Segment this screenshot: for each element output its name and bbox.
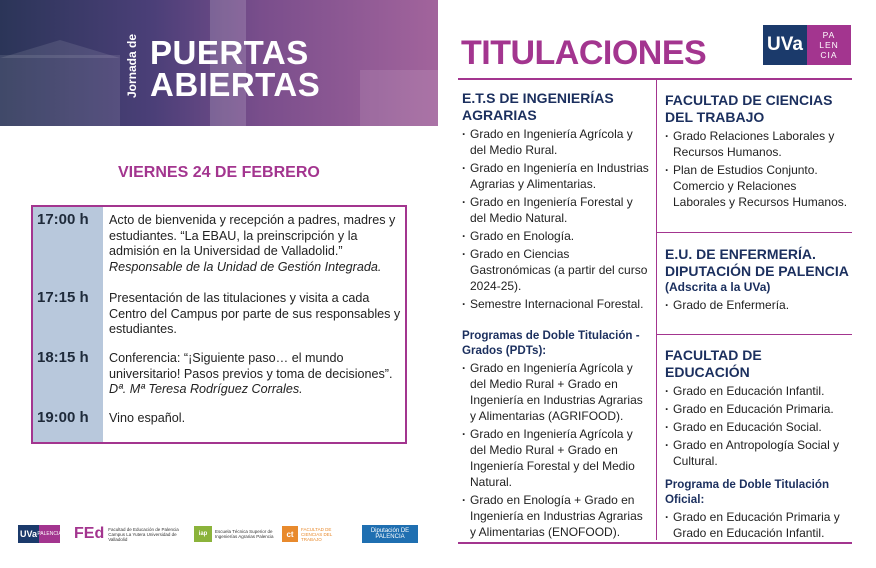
list-item: · Grado en Ingeniería en Industrias Agrarias y Alimentarias. <box>462 160 652 192</box>
column-divider <box>656 80 657 540</box>
building-silhouette <box>360 70 438 126</box>
diputacion-logo: Diputación DE PALENCIA <box>362 524 418 544</box>
list-item: · Grado en Educación Primaria y Grado en Educación Infantil. <box>665 509 849 541</box>
degree-list <box>665 383 849 469</box>
agenda-text: Acto de bienvenida y recepción a padres, madres y estudiantes. “La EBAU, la preinscripción y la admisión en la Universidad de Valladolid.” <box>109 213 396 259</box>
ct-logo: ct FACULTAD DE CIENCIAS DEL TRABAJO <box>282 524 354 544</box>
educacion-section <box>665 347 849 541</box>
fed-logo: FEd Facultad de Educación de Palencia Campus La Yutera Universidad de Valladolid <box>74 525 179 542</box>
list-item: · Grado en Ingeniería Agrícola y del Medio Rural. <box>462 126 652 158</box>
list-item: · Grado Relaciones Laborales y Recursos Humanos. <box>665 128 849 160</box>
trabajo-section <box>665 92 849 210</box>
list-item: · Grado en Antropología Social y Cultural. <box>665 437 849 469</box>
list-item: · Grado en Ingeniería Agrícola y del Medio Rural + Grado en Ingeniería en Industrias Agrarias y Alimentarias (AGRIFOOD). <box>462 360 652 424</box>
degree-list <box>462 126 652 312</box>
section-heading: E.U. DE ENFERMERÍA. DIPUTACIÓN DE PALENCIA <box>665 246 849 279</box>
list-item: · Grado en Educación Infantil. <box>665 383 849 399</box>
enfermeria-section <box>665 246 851 313</box>
banner-title-line1: PUERTAS <box>150 34 309 71</box>
agenda-desc <box>109 213 405 275</box>
iap-logo: iap Escuela Técnica Superior de Ingenierías Agrarias Palencia <box>194 524 284 544</box>
agenda-text: Presentación de las titulaciones y visita a cada Centro del Campus por parte de sus responsables y estudiantes. <box>109 291 401 337</box>
list-item: · Grado en Enología + Grado en Ingeniería en Industrias Agrarias y Alimentarias (ENOFOOD). <box>462 492 652 540</box>
list-item: · Grado en Ciencias Gastronómicas (a partir del curso 2024-25). <box>462 246 652 294</box>
uva-logo: UVa PALENCIA <box>18 524 60 544</box>
header-banner <box>0 0 438 126</box>
double-degree-heading: Programa de Doble Titulación Oficial: <box>665 478 830 506</box>
ets-section <box>462 90 652 540</box>
degree-list <box>665 128 849 210</box>
list-item: · Plan de Estudios Conjunto. Comercio y Relaciones Laborales y Recursos Humanos. <box>665 162 849 210</box>
agenda-desc <box>109 411 405 427</box>
agenda-time: 18:15 h <box>37 349 89 366</box>
list-item: · Grado en Educación Social. <box>665 419 849 435</box>
list-item: · Grado en Educación Primaria. <box>665 401 849 417</box>
divider <box>458 78 852 80</box>
uva-palencia-logo: UVa PA LEN CIA <box>763 25 851 65</box>
agenda-box <box>31 205 407 444</box>
agenda-text: Conferencia: “¡Siguiente paso… el mundo universitario! Pasos previos y toma de decisiones”. <box>109 351 393 381</box>
list-item: · Grado en Enología. <box>462 228 652 244</box>
time-column <box>33 207 103 442</box>
agenda-time: 17:15 h <box>37 289 89 306</box>
section-heading: E.T.S DE INGENIERÍAS AGRARIAS <box>462 90 614 123</box>
building-roof <box>0 40 120 58</box>
building-silhouette <box>0 55 120 126</box>
agenda-time: 17:00 h <box>37 211 89 228</box>
agenda-desc <box>109 291 405 338</box>
degree-list <box>665 297 851 313</box>
sponsor-logos <box>18 524 428 544</box>
banner-title-line2: ABIERTAS <box>150 66 321 103</box>
section-heading: FACULTAD DE CIENCIAS DEL TRABAJO <box>665 92 833 125</box>
page-title: TITULACIONES <box>461 34 707 72</box>
agenda-time: 19:00 h <box>37 409 89 426</box>
agenda-desc <box>109 351 405 398</box>
agenda-note: Dª. Mª Teresa Rodríguez Corrales. <box>109 382 303 397</box>
list-item: · Semestre Internacional Forestal. <box>462 296 652 312</box>
divider <box>656 334 852 335</box>
agenda-text: Vino español. <box>109 411 186 425</box>
double-degree-list <box>462 360 652 540</box>
section-heading: FACULTAD DE EDUCACIÓN <box>665 347 762 380</box>
list-item: · Grado en Ingeniería Agrícola y del Medio Rural + Grado en Ingeniería Forestal y del Medio Natural. <box>462 426 652 490</box>
double-degree-list <box>665 509 849 541</box>
list-item: · Grado de Enfermería. <box>665 297 851 313</box>
agenda-note: Responsable de la Unidad de Gestión Integrada. <box>109 259 382 274</box>
section-subheading: (Adscrita a la UVa) <box>665 280 771 294</box>
list-item: · Grado en Ingeniería Forestal y del Medio Natural. <box>462 194 652 226</box>
divider <box>458 542 852 544</box>
double-degree-heading: Programas de Doble Titulación - Grados (PDTs): <box>462 329 640 357</box>
divider <box>656 232 852 233</box>
event-date: VIERNES 24 DE FEBRERO <box>118 164 320 181</box>
jornada-label: Jornada de <box>125 33 139 98</box>
